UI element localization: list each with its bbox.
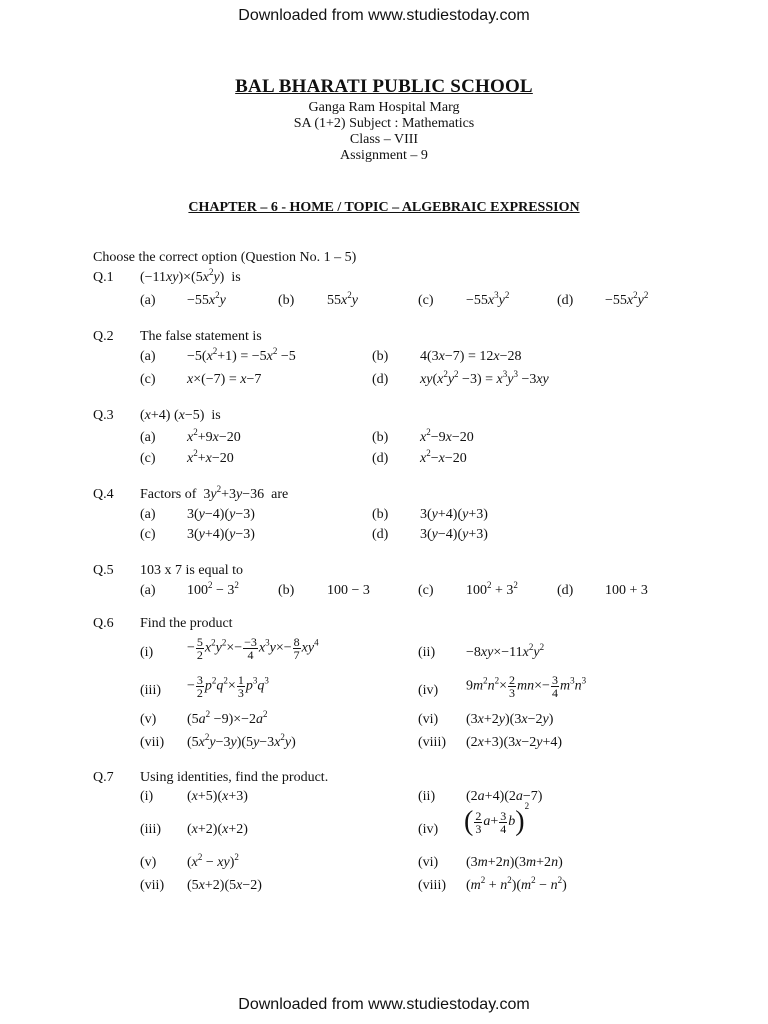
q3-option-a: $x^2+9x-20$ bbox=[187, 427, 241, 445]
q6-part-vi: (3x+2y)(3x−2y) bbox=[466, 712, 554, 727]
q3-option-d: $x^2-x-20$ bbox=[420, 448, 467, 466]
option-label: (v) bbox=[140, 712, 157, 727]
question-text: 103 x 7 is equal to bbox=[140, 563, 244, 578]
school-address: Ganga Ram Hospital Marg bbox=[308, 100, 460, 115]
option-label: (b) bbox=[278, 583, 295, 598]
question-text: (x+4) (x−5) is bbox=[140, 408, 221, 423]
download-banner-bottom: Downloaded from www.studiestoday.com bbox=[238, 996, 530, 1013]
q5-option-b: 100 − 3 bbox=[327, 583, 370, 598]
q4-option-c: 3(y+4)(y−3) bbox=[187, 527, 255, 542]
question-number: Q.2 bbox=[93, 329, 114, 344]
option-label: (c) bbox=[418, 293, 434, 308]
q4-option-d: 3(y−4)(y+3) bbox=[420, 527, 488, 542]
q2-option-d: $xy(x^2y^2 -3) = x^3y^3 -3xy$ bbox=[420, 369, 549, 387]
q7-part-iii: (x+2)(x+2) bbox=[187, 822, 248, 837]
option-label: (c) bbox=[140, 451, 156, 466]
q6-part-i: − $\frac{5}{2}$ $x^2y^2\times-$ $\frac{-3}{4}$ $x^3y\times-$ $\frac{8}{7}$ $xy^4$ bbox=[187, 635, 319, 662]
option-label: (viii) bbox=[418, 878, 446, 893]
option-label: (vi) bbox=[418, 712, 439, 727]
q7-part-i: (x+5)(x+3) bbox=[187, 789, 248, 804]
option-label: (vii) bbox=[140, 878, 165, 893]
option-label: (iv) bbox=[418, 683, 439, 698]
q4-option-a: 3(y−4)(y−3) bbox=[187, 507, 255, 522]
school-name: BAL BHARATI PUBLIC SCHOOL bbox=[235, 76, 533, 97]
q7-part-v: $(x^2 - xy)^2$ bbox=[187, 852, 239, 870]
q7-part-viii: $(m^2 + n^2)(m^2 - n^2)$ bbox=[466, 875, 567, 893]
option-label: (d) bbox=[372, 451, 389, 466]
question-number: Q.7 bbox=[93, 770, 114, 785]
option-label: (viii) bbox=[418, 735, 446, 750]
option-label: (a) bbox=[140, 583, 156, 598]
question-text: Using identities, find the product. bbox=[140, 770, 329, 785]
option-label: (vi) bbox=[418, 855, 439, 870]
question-number: Q.3 bbox=[93, 408, 114, 423]
option-label: (iv) bbox=[418, 822, 439, 837]
option-label: (b) bbox=[372, 430, 389, 445]
option-label: (c) bbox=[140, 527, 156, 542]
option-label: (d) bbox=[372, 527, 389, 542]
question-number: Q.5 bbox=[93, 563, 114, 578]
download-banner-top: Downloaded from www.studiestoday.com bbox=[238, 7, 530, 24]
q6-part-iv: $9m^2n^2\times$ $\frac{2}{3}$ mn×− $\frac{3}{4}$ $m^3n^3$ bbox=[466, 673, 587, 700]
option-label: (a) bbox=[140, 349, 156, 364]
q3-option-b: $x^2-9x-20$ bbox=[420, 427, 474, 445]
q7-part-vi: (3m+2n)(3m+2n) bbox=[466, 855, 563, 870]
q1-option-b: $55x^2y$ bbox=[327, 290, 358, 308]
option-label: (c) bbox=[418, 583, 434, 598]
q4-option-b: 3(y+4)(y+3) bbox=[420, 507, 488, 522]
q5-option-a: $100^2 - 3^2$ bbox=[187, 580, 239, 598]
q2-option-b: 4(3x−7) = 12x−28 bbox=[420, 349, 522, 364]
option-label: (c) bbox=[140, 372, 156, 387]
question-number: Q.6 bbox=[93, 616, 114, 631]
option-label: (ii) bbox=[418, 789, 436, 804]
instructions: Choose the correct option (Question No. 1 – 5) bbox=[93, 250, 357, 265]
q6-part-v: $(5a^2 -9)\times-2a^2$ bbox=[187, 709, 268, 727]
q7-part-ii: (2a+4)(2a−7) bbox=[466, 789, 543, 804]
q7-part-iv: ( $\frac{2}{3}$ a+ $\frac{3}{4}$ b)$^2$ bbox=[464, 801, 530, 837]
option-label: (a) bbox=[140, 507, 156, 522]
question-number: Q.4 bbox=[93, 487, 114, 502]
option-label: (b) bbox=[372, 349, 389, 364]
class-label: Class – VIII bbox=[349, 132, 419, 147]
q7-part-vii: (5x+2)(5x−2) bbox=[187, 878, 262, 893]
option-label: (i) bbox=[140, 645, 154, 660]
option-label: (iii) bbox=[140, 683, 161, 698]
option-label: (d) bbox=[557, 583, 574, 598]
assignment-label: Assignment – 9 bbox=[340, 148, 428, 163]
option-label: (d) bbox=[372, 372, 389, 387]
option-label: (a) bbox=[140, 430, 156, 445]
option-label: (ii) bbox=[418, 645, 436, 660]
option-label: (a) bbox=[140, 293, 156, 308]
q1-option-a: $-55x^2y$ bbox=[187, 290, 226, 308]
school-header bbox=[0, 76, 768, 164]
option-label: (vii) bbox=[140, 735, 165, 750]
option-label: (d) bbox=[557, 293, 574, 308]
question-text: The false statement is bbox=[140, 329, 262, 344]
question-text: $(-11xy)\times(5x^2y)$ is bbox=[140, 267, 241, 285]
question-number: Q.1 bbox=[93, 270, 114, 285]
q2-option-c: x×(−7) = x−7 bbox=[187, 372, 262, 387]
q1-option-c: $-55x^3y^2$ bbox=[466, 290, 510, 308]
q6-part-ii: $-8xy\times-11x^2y^2$ bbox=[466, 642, 545, 660]
option-label: (iii) bbox=[140, 822, 161, 837]
q6-part-vii: $(5x^2y-3y)(5y-3x^2y)$ bbox=[187, 732, 296, 750]
q1-option-d: $-55x^2y^2$ bbox=[605, 290, 649, 308]
q5-option-d: 100 + 3 bbox=[605, 583, 648, 598]
q6-part-iii: − $\frac{3}{2}$ $p^2q^2\times$ $\frac{1}{3}$ $p^3q^3$ bbox=[187, 673, 269, 700]
q3-option-c: $x^2+x-20$ bbox=[187, 448, 234, 466]
question-text: Find the product bbox=[140, 616, 233, 631]
chapter-title: CHAPTER – 6 - HOME / TOPIC – ALGEBRAIC EXPRESSION bbox=[188, 200, 580, 215]
option-label: (b) bbox=[372, 507, 389, 522]
q5-option-c: $100^2 + 3^2$ bbox=[466, 580, 518, 598]
exam-subject: SA (1+2) Subject : Mathematics bbox=[293, 116, 475, 131]
q6-part-viii: (2x+3)(3x−2y+4) bbox=[466, 735, 563, 750]
option-label: (i) bbox=[140, 789, 154, 804]
option-label: (b) bbox=[278, 293, 295, 308]
question-text: Factors of $3y^2+3y-36$ are bbox=[140, 484, 289, 502]
option-label: (v) bbox=[140, 855, 157, 870]
q2-option-a: $-5(x^2+1) = -5x^2 -5$ bbox=[187, 346, 296, 364]
